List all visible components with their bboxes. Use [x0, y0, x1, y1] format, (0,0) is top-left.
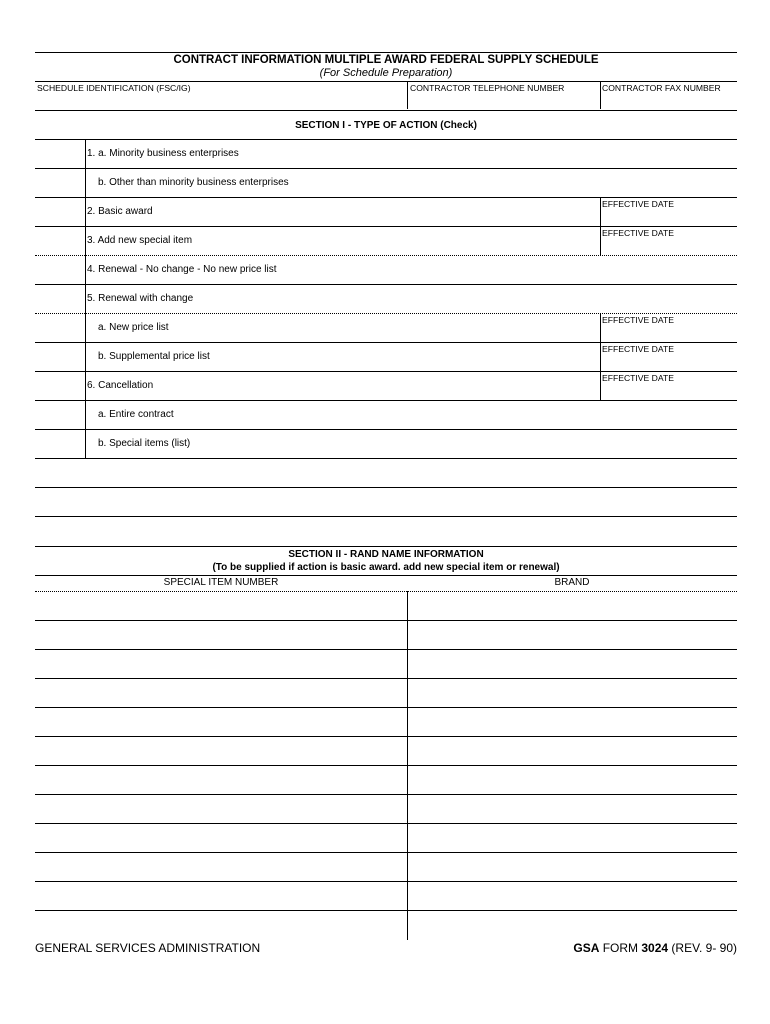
section2-header-bottom — [35, 591, 737, 592]
column-brand: BRAND — [554, 577, 590, 588]
table-row — [35, 736, 737, 737]
checkbox-minority[interactable] — [35, 140, 84, 168]
section1-title: SECTION I - TYPE OF ACTION (Check) — [295, 120, 477, 131]
form-prefix: GSA — [573, 941, 600, 955]
checkbox-renewal-no-change[interactable] — [35, 256, 84, 284]
header-divider-2 — [600, 81, 601, 109]
checkbox-entire-contract[interactable] — [35, 401, 84, 429]
form-subtitle: (For Schedule Preparation) — [319, 67, 453, 79]
item-add-new-special-item: 3. Add new special item — [87, 235, 193, 246]
effective-date-basic-award[interactable]: EFFECTIVE DATE — [602, 199, 674, 209]
form-number — [573, 941, 737, 955]
checkbox-basic-award[interactable] — [35, 198, 84, 226]
item-basic-award: 2. Basic award — [87, 206, 153, 217]
table-row — [35, 765, 737, 766]
table-row — [35, 678, 737, 679]
row-line — [35, 255, 737, 256]
table-row — [35, 649, 737, 650]
checkbox-supplemental-price-list[interactable] — [35, 343, 84, 371]
section2-title: SECTION II - RAND NAME INFORMATION — [288, 549, 484, 560]
item-other-than-minority: b. Other than minority business enterprises — [98, 177, 289, 188]
section1-top — [35, 110, 737, 111]
table-row — [35, 910, 737, 911]
agency-name: GENERAL SERVICES ADMINISTRATION — [35, 941, 261, 955]
row-line — [35, 429, 737, 430]
header-divider-1 — [407, 81, 408, 109]
section1-header-bottom — [35, 139, 737, 140]
checkbox-other-than-minority[interactable] — [35, 169, 84, 197]
form-mid: FORM — [599, 941, 642, 955]
effective-date-new-price-list[interactable]: EFFECTIVE DATE — [602, 315, 674, 325]
effective-date-add-new-item[interactable]: EFFECTIVE DATE — [602, 228, 674, 238]
row-line — [35, 546, 737, 547]
item-new-price-list: a. New price list — [98, 322, 169, 333]
item-renewal-with-change: 5. Renewal with change — [87, 293, 194, 304]
checkbox-column-divider — [85, 139, 86, 458]
row-line — [35, 313, 737, 314]
row-line — [35, 400, 737, 401]
table-row — [35, 620, 737, 621]
table-row — [35, 823, 737, 824]
row-line — [35, 342, 737, 343]
item-special-items-list: b. Special items (list) — [98, 438, 191, 449]
checkbox-cancellation[interactable] — [35, 372, 84, 400]
checkbox-special-items[interactable] — [35, 430, 84, 458]
form-title: CONTRACT INFORMATION MULTIPLE AWARD FEDERAL SUPPLY SCHEDULE — [173, 54, 599, 66]
effective-date-cancellation[interactable]: EFFECTIVE DATE — [602, 373, 674, 383]
row-line — [35, 458, 737, 459]
table-row — [35, 794, 737, 795]
item-renewal-no-change: 4. Renewal - No change - No new price list — [87, 264, 277, 275]
schedule-id-field[interactable]: SCHEDULE IDENTIFICATION (FSC/IG) — [37, 83, 191, 93]
checkbox-add-new-item[interactable] — [35, 227, 84, 255]
item-minority: 1. a. Minority business enterprises — [87, 148, 239, 159]
effective-date-supplemental[interactable]: EFFECTIVE DATE — [602, 344, 674, 354]
effective-date-divider-a — [600, 197, 601, 255]
form-number-value: 3024 — [641, 941, 669, 955]
row-line — [35, 516, 737, 517]
row-line — [35, 371, 737, 372]
table-row — [35, 852, 737, 853]
row-line — [35, 226, 737, 227]
top-border — [35, 52, 737, 53]
form-revision: (REV. 9- 90) — [668, 941, 737, 955]
column-special-item-number: SPECIAL ITEM NUMBER — [163, 577, 279, 588]
row-line — [35, 168, 737, 169]
row-line — [35, 284, 737, 285]
table-row — [35, 881, 737, 882]
effective-date-divider-b — [600, 313, 601, 400]
item-supplemental-price-list: b. Supplemental price list — [98, 351, 210, 362]
row-line — [35, 197, 737, 198]
item-cancellation: 6. Cancellation — [87, 380, 154, 391]
table-row — [35, 707, 737, 708]
checkbox-new-price-list[interactable] — [35, 314, 84, 342]
fax-field[interactable]: CONTRACTOR FAX NUMBER — [602, 83, 721, 93]
row-line — [35, 487, 737, 488]
section2-columns-top — [35, 575, 737, 576]
checkbox-renewal-with-change[interactable] — [35, 285, 84, 313]
telephone-field[interactable]: CONTRACTOR TELEPHONE NUMBER — [410, 83, 565, 93]
section2-subtitle: (To be supplied if action is basic award. add new special item or renewal) — [212, 562, 560, 573]
header-row-top — [35, 81, 737, 82]
item-entire-contract: a. Entire contract — [98, 409, 174, 420]
